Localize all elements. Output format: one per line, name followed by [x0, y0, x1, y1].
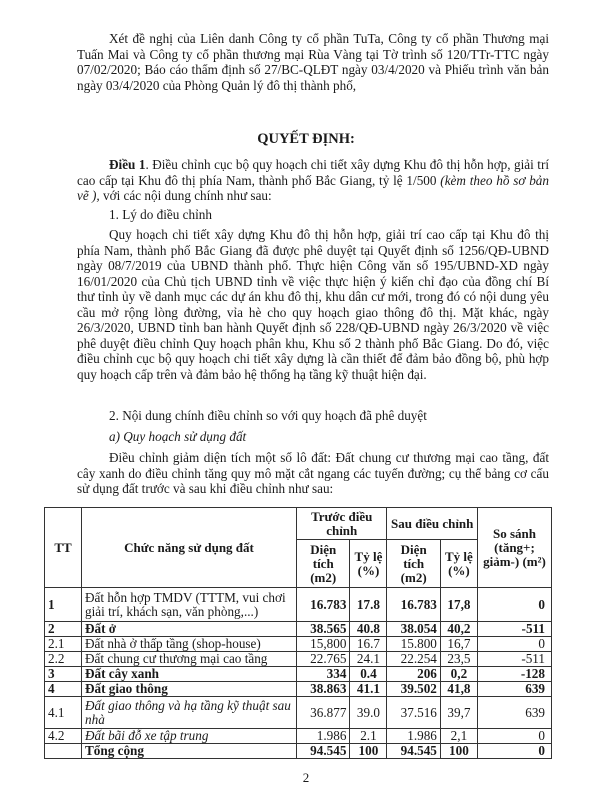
cell-compare: -128 [477, 667, 551, 682]
cell-compare: 0 [477, 637, 551, 652]
cell-tt: 4 [45, 682, 82, 697]
cell-ratio-after: 0,2 [440, 667, 477, 682]
cell-function: Đất giao thông và hạ tầng kỹ thuật sau nhà [82, 697, 297, 729]
land-use-table-body [45, 588, 552, 759]
section-1-body: Quy hoạch chi tiết xây dựng Khu đô thị hỗn hợp, giải trí cao cấp tại Khu đô thị phía Nam, thành phố Bắc Giang đã được phê duyệt tại Quyết định số 1256/QĐ-UBND ngày 08/7/2019 của UBND thành phố. Thực hiện Công văn số 195/UBND-XD ngày 16/01/2020 của Chủ tịch UBND tỉnh về việc thực hiện ý kiến chỉ đạo của đồng chí Bí thư tỉnh ủy về danh mục các dự án khu đô thị, khu dân cư mới, trong đó có nội dung yêu cầu mở rộng lòng đường, vỉa hè cho quy hoạch giao thông đô thị. Mặt khác, ngày 26/3/2020, UBND tỉnh ban hành Quyết định số 228/QĐ-UBND ngày 26/3/2020 về việc phê duyệt điều chỉnh Quy hoạch phân khu, Khu số 2 thành phố Bắc Giang. Do đó, việc điều chỉnh cục bộ quy hoạch chi tiết xây dựng là cần thiết để đảm bảo đồng bộ, phù hợp quy hoạch cấp trên và đảm bảo hệ thống hạ tầng kỹ thuật hiện đại. [77, 227, 549, 382]
cell-compare: -511 [477, 622, 551, 637]
cell-area-before: 22.765 [297, 652, 350, 667]
article-1-label: Điều 1 [109, 157, 146, 172]
table-row [45, 697, 552, 729]
cell-ratio-before: 17.8 [350, 588, 387, 622]
header-area-before: Diện tích (m2) [297, 540, 350, 588]
cell-tt: 2.2 [45, 652, 82, 667]
section-2a-heading: a) Quy hoạch sử dụng đất [109, 429, 247, 444]
cell-compare: -511 [477, 652, 551, 667]
cell-ratio-after: 16,7 [440, 637, 477, 652]
header-tt: TT [45, 508, 82, 588]
cell-area-after: 38.054 [387, 622, 440, 637]
cell-function: Đất cây xanh [82, 667, 297, 682]
cell-tt [45, 744, 82, 759]
cell-area-after: 16.783 [387, 588, 440, 622]
cell-area-after: 39.502 [387, 682, 440, 697]
cell-function: Tổng cộng [82, 744, 297, 759]
cell-function: Đất ở [82, 622, 297, 637]
cell-area-after: 1.986 [387, 729, 440, 744]
cell-area-after: 15.800 [387, 637, 440, 652]
table-row [45, 744, 552, 759]
cell-compare: 639 [477, 697, 551, 729]
cell-compare: 0 [477, 729, 551, 744]
article-1-paragraph [77, 157, 549, 204]
decision-title: QUYẾT ĐỊNH: [257, 131, 355, 147]
cell-ratio-before: 39.0 [350, 697, 387, 729]
cell-area-after: 94.545 [387, 744, 440, 759]
table-row [45, 667, 552, 682]
cell-ratio-before: 2.1 [350, 729, 387, 744]
cell-ratio-after: 23,5 [440, 652, 477, 667]
cell-area-before: 1.986 [297, 729, 350, 744]
land-use-table [44, 507, 552, 759]
article-1-tail: với các nội dung chính như sau: [99, 188, 272, 203]
cell-tt: 4.1 [45, 697, 82, 729]
cell-ratio-after: 100 [440, 744, 477, 759]
header-ratio-after: Tỷ lệ (%) [440, 540, 477, 588]
cell-tt: 2 [45, 622, 82, 637]
cell-ratio-before: 100 [350, 744, 387, 759]
cell-area-before: 16.783 [297, 588, 350, 622]
cell-ratio-after: 2,1 [440, 729, 477, 744]
cell-tt: 2.1 [45, 637, 82, 652]
cell-tt: 3 [45, 667, 82, 682]
cell-ratio-before: 0.4 [350, 667, 387, 682]
cell-area-after: 206 [387, 667, 440, 682]
cell-ratio-before: 16.7 [350, 637, 387, 652]
header-before: Trước điều chỉnh [297, 508, 387, 540]
cell-tt: 4.2 [45, 729, 82, 744]
article-1-text: . Điều chỉnh cục bộ quy hoạch chi tiết xây dựng Khu đô thị hỗn hợp, giải trí cao cấp tại Khu đô thị phía Nam, thành phố Bắc Giang, tỷ lệ 1/500 [77, 157, 550, 188]
cell-ratio-before: 40.8 [350, 622, 387, 637]
header-function: Chức năng sử dụng đất [82, 508, 297, 588]
cell-ratio-after: 17,8 [440, 588, 477, 622]
table-row [45, 588, 552, 622]
header-area-after: Diện tích (m2) [387, 540, 440, 588]
header-compare: So sánh (tăng+; giảm-) (m²) [477, 508, 551, 588]
section-1-heading: 1. Lý do điều chỉnh [109, 207, 212, 222]
preamble-paragraph: Xét đề nghị của Liên danh Công ty cổ phần TuTa, Công ty cổ phần Thương mại Tuấn Mai và Công ty cổ phần thương mại Rùa Vàng tại Tờ trình số 120/TTr-TTC ngày 07/02/2020; Báo cáo thẩm định số 27/BC-QLĐT ngày 03/4/2020 và Phiếu trình văn bản ngày 03/4/2020 của Phòng Quản lý đô thị thành phố, [77, 31, 549, 93]
cell-area-before: 15,800 [297, 637, 350, 652]
cell-area-before: 334 [297, 667, 350, 682]
table-row [45, 682, 552, 697]
cell-tt: 1 [45, 588, 82, 622]
cell-ratio-after: 40,2 [440, 622, 477, 637]
section-2-body: Điều chỉnh giảm diện tích một số lô đất: Đất chung cư thương mại cao tầng, đất cây xanh do điều chỉnh tăng quy mô mặt cắt ngang các tuyến đường; cụ thể bảng cơ cấu sử dụng đất trước và sau khi điều chỉnh như sau: [77, 450, 549, 496]
cell-function: Đất chung cư thương mại cao tầng [82, 652, 297, 667]
cell-function: Đất giao thông [82, 682, 297, 697]
table-row [45, 637, 552, 652]
cell-area-before: 38.565 [297, 622, 350, 637]
header-ratio-before: Tỷ lệ (%) [350, 540, 387, 588]
cell-area-before: 36.877 [297, 697, 350, 729]
cell-compare: 639 [477, 682, 551, 697]
table-row [45, 622, 552, 637]
table-row [45, 652, 552, 667]
cell-area-after: 22.254 [387, 652, 440, 667]
section-2-heading: 2. Nội dung chính điều chỉnh so với quy hoạch đã phê duyệt [109, 408, 427, 423]
cell-compare: 0 [477, 744, 551, 759]
cell-function: Đất bãi đỗ xe tập trung [82, 729, 297, 744]
cell-ratio-after: 39,7 [440, 697, 477, 729]
article-1-note: (kèm theo hồ sơ bản vẽ ), [77, 172, 549, 203]
cell-ratio-before: 24.1 [350, 652, 387, 667]
cell-ratio-after: 41,8 [440, 682, 477, 697]
table-row [45, 729, 552, 744]
cell-compare: 0 [477, 588, 551, 622]
header-after: Sau điều chỉnh [387, 508, 477, 540]
cell-area-after: 37.516 [387, 697, 440, 729]
cell-area-before: 94.545 [297, 744, 350, 759]
cell-area-before: 38.863 [297, 682, 350, 697]
page-number: 2 [302, 770, 310, 785]
cell-function: Đất nhà ở thấp tầng (shop-house) [82, 637, 297, 652]
cell-function: Đất hỗn hợp TMDV (TTTM, vui chơi giải trí, khách sạn, văn phòng,...) [82, 588, 297, 622]
cell-ratio-before: 41.1 [350, 682, 387, 697]
